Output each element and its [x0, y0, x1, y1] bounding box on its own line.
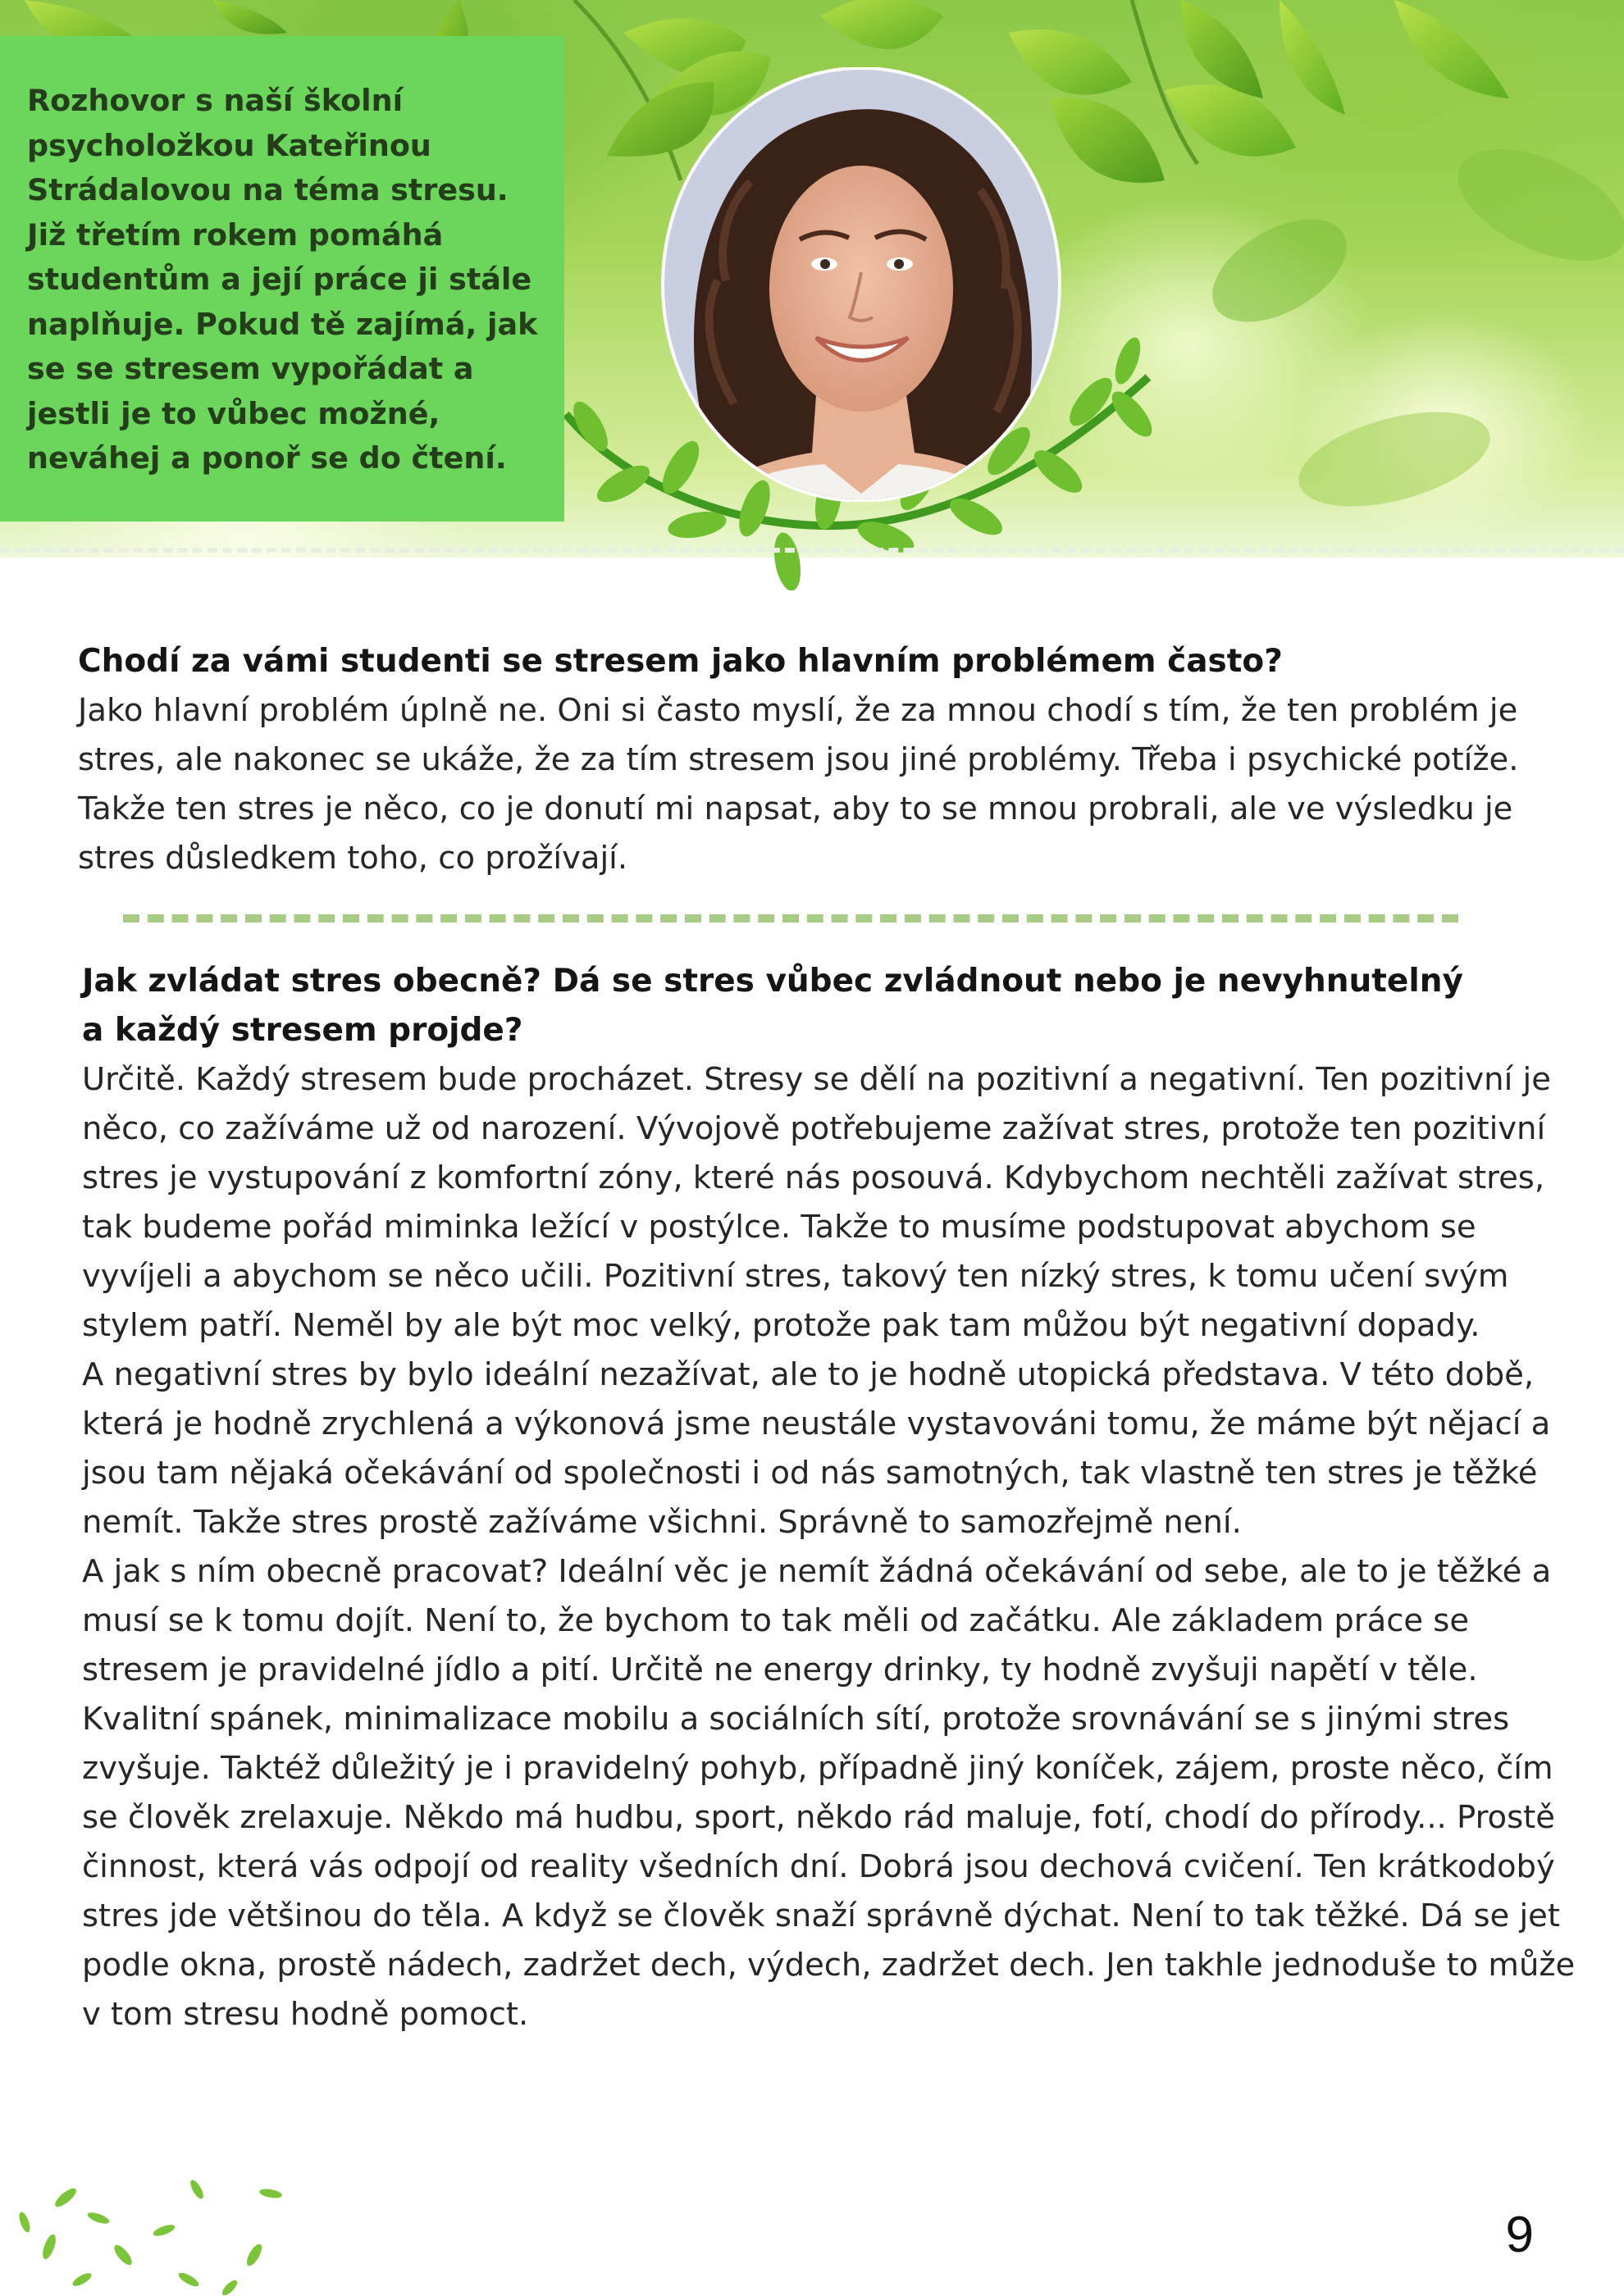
answer-2	[82, 1055, 1583, 2039]
page-number: 9	[1505, 2207, 1534, 2263]
psychologist-portrait	[660, 67, 1062, 502]
answer-2-paragraph-1: Určitě. Každý stresem bude procházet. Stresy se dělí na pozitivní a negativní. Ten pozitivní je něco, co zažíváme už od narození. Vývojově potřebujeme zažívat stres, protože ten pozitivní stres je vystupování z komfortní zóny, které nás posouvá. Kdybychom nechtěli zažívat stres, tak budeme pořád miminka ležící v postýlce. Takže to musíme podstupovat abychom se vyvíjeli a abychom se něco učili. Pozitivní stres, takový ten nízký stres, k tomu učení svým stylem patří. Neměl by ale být moc velký, protože pak tam můžou být negativní dopady.	[82, 1061, 1551, 1344]
footer-leaves-decoration	[0, 2157, 328, 2296]
intro-box	[0, 36, 564, 522]
intro-text: Rozhovor s naší školní psycholožkou Kateřinou Strádalovou na téma stresu. Již třetím rokem pomáhá studentům a její práce ji stále naplňuje. Pokud tě zajímá, jak se se stresem vypořádat a jestli je to vůbec možné, neváhej a ponoř se do čtení.	[27, 83, 538, 476]
question-2: Jak zvládat stres obecně? Dá se stres vůbec zvládnout nebo je nevyhnutelný a každý stresem projde?	[82, 963, 1463, 1049]
question-1: Chodí za vámi studenti se stresem jako hlavním problémem často?	[78, 643, 1283, 680]
answer-2-paragraph-3: A jak s ním obecně pracovat? Ideální věc je nemít žádná očekávání od sebe, ale to je těžké a musí se k tomu dojít. Není to, že bychom to tak měli od začátku. Ale základem práce se stresem je pravidelné jídlo a pití. Určitě ne energy drinky, ty hodně zvyšuji napětí v těle. Kvalitní spánek, minimalizace mobilu a sociálních sítí, protože srovnávání se s jinými stres zvyšuje. Taktéž důležitý je i pravidelný pohyb, případně jiný koníček, zájem, proste něco, čím se člověk zrelaxuje. Někdo má hudbu, sport, někdo rád maluje, fotí, chodí do přírody... Prostě činnost, která vás odpojí od reality všedních dní. Dobrá jsou dechová cvičení. Ten krátkodobý stres jde většinou do těla. A když se člověk snaží správně dýchat. Není to tak těžké. Dá se jet podle okna, prostě nádech, zadržet dech, výdech, zadržet dech. Jen takhle jednoduše to může v tom stresu hodně pomoct.	[82, 1553, 1576, 2033]
answer-1-text: Jako hlavní problém úplně ne. Oni si často myslí, že za mnou chodí s tím, že ten problém je stres, ale nakonec se ukáže, že za tím stresem jsou jiné problémy. Třeba i psychické potíže. Takže ten stres je něco, co je donutí mi napsat, aby to se mnou probrali, ale ve výsledku je stres důsledkem toho, co prožívají.	[78, 692, 1519, 877]
answer-1	[78, 686, 1579, 883]
section-divider	[123, 914, 1458, 922]
answer-2-paragraph-2: A negativní stres by bylo ideální nezažívat, ale to je hodně utopická představa. V této době, která je hodně zrychlená a výkonová jsme neustále vystavováni tomu, že máme být nějací a jsou tam nějaká očekávání od společnosti i od nás samotných, tak vlastně ten stres je těžké nemít. Takže stres prostě zažíváme všichni. Správně to samozřejmě není.	[82, 1356, 1551, 1541]
header-dashed-edge	[0, 548, 1624, 553]
header-banner	[0, 0, 1624, 558]
